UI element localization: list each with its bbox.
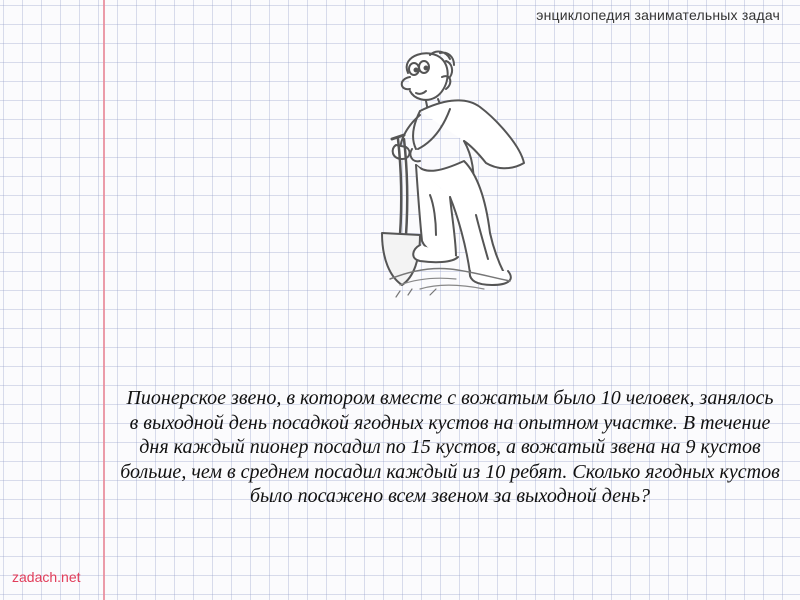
- margin-line: [103, 0, 105, 600]
- problem-text: Пионерское звено, в котором вместе с вожатым было 10 человек, занялось в выходной день посадкой ягодных кустов на опытном участке. В течение дня каждый пионер посадил по 15 кустов, а вожатый звена на 9 кустов больше, чем в среднем посадил каждый из 10 ребят. Сколько ягодных кустов было посажено всем звеном за выходной день?: [120, 387, 780, 507]
- site-title: энциклопедия занимательных задач: [536, 7, 780, 23]
- man-digging-illustration-icon: [360, 45, 540, 310]
- site-link[interactable]: zadach.net: [12, 569, 81, 585]
